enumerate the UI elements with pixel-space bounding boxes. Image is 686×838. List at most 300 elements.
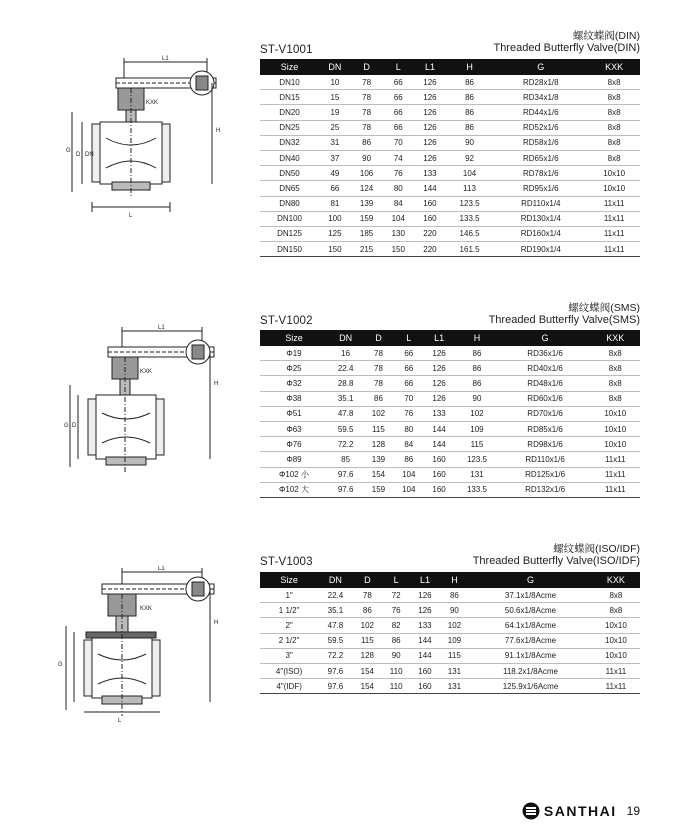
column-header: D — [353, 572, 382, 588]
table-cell: 10x10 — [591, 406, 641, 421]
table-cell: 86 — [446, 120, 494, 135]
table-cell: 115 — [454, 437, 499, 452]
table-row — [260, 633, 640, 648]
table-cell: DN15 — [260, 90, 319, 105]
table-cell: 110 — [382, 679, 410, 694]
table-cell: 10x10 — [591, 421, 641, 436]
table-cell: 11x11 — [588, 226, 640, 241]
table-cell: 115 — [440, 648, 469, 663]
table-cell: 11x11 — [592, 663, 640, 678]
table-row — [260, 603, 640, 618]
table-cell: 1 1/2" — [260, 603, 318, 618]
table-cell: Φ25 — [260, 361, 328, 376]
table-cell: 78 — [351, 120, 383, 135]
table-cell: 144 — [410, 648, 439, 663]
table-cell: 8x8 — [591, 376, 641, 391]
table-cell: 78 — [351, 90, 383, 105]
table-cell: 80 — [382, 181, 414, 196]
table-cell: DN40 — [260, 150, 319, 165]
table-row — [260, 588, 640, 603]
table-cell: 4"(ISO) — [260, 663, 318, 678]
table-cell: Φ102 小 — [260, 467, 328, 482]
table-cell: 82 — [382, 618, 410, 633]
table-cell: 90 — [351, 150, 383, 165]
column-header: Size — [260, 330, 328, 346]
table-cell: RD132x1/6 — [500, 482, 591, 497]
table-cell: 74 — [382, 150, 414, 165]
table-cell: 110 — [382, 663, 410, 678]
table-row — [260, 181, 640, 196]
table-cell: 215 — [351, 242, 383, 257]
table-cell: DN150 — [260, 242, 319, 257]
table-cell: 10x10 — [588, 166, 640, 181]
table-cell: 47.8 — [318, 618, 352, 633]
table-cell: 118.2x1/8Acme — [469, 663, 592, 678]
section-title-en: Threaded Butterfly Valve(DIN) — [493, 42, 640, 54]
table-cell: 8x8 — [588, 135, 640, 150]
table-cell: 78 — [363, 346, 393, 361]
table-cell: 66 — [382, 75, 414, 90]
table-cell: DN65 — [260, 181, 319, 196]
table-cell: 8x8 — [588, 75, 640, 90]
table-cell: 8x8 — [588, 150, 640, 165]
table-cell: 102 — [363, 406, 393, 421]
table-cell: DN125 — [260, 226, 319, 241]
table-cell: 115 — [363, 421, 393, 436]
table-row — [260, 391, 640, 406]
model-number: ST-V1003 — [260, 556, 313, 568]
table-cell: 100 — [319, 211, 351, 226]
table-cell: 115 — [353, 633, 382, 648]
table-cell: 109 — [440, 633, 469, 648]
column-header: L — [382, 572, 410, 588]
table-cell: RD95x1/6 — [493, 181, 588, 196]
dim-label-g: G — [58, 662, 63, 668]
valve-drawing-iso-idf — [52, 566, 232, 726]
column-header: G — [469, 572, 592, 588]
table-cell: 10x10 — [592, 618, 640, 633]
table-cell: 90 — [446, 135, 494, 150]
table-cell: 19 — [319, 105, 351, 120]
table-cell: DN100 — [260, 211, 319, 226]
table-cell: 37.1x1/8Acme — [469, 588, 592, 603]
table-cell: 59.5 — [328, 421, 363, 436]
table-cell: RD125x1/6 — [500, 467, 591, 482]
table-cell: 72.2 — [318, 648, 352, 663]
table-cell: 90 — [440, 603, 469, 618]
table-cell: 97.6 — [328, 482, 363, 497]
table-cell: 8x8 — [588, 90, 640, 105]
table-cell: 86 — [440, 588, 469, 603]
table-cell: 66 — [394, 376, 424, 391]
table-cell: 86 — [382, 633, 410, 648]
table-cell: 86 — [454, 361, 499, 376]
table-cell: 160 — [414, 196, 446, 211]
table-cell: 47.8 — [328, 406, 363, 421]
table-cell: 113 — [446, 181, 494, 196]
table-row — [260, 618, 640, 633]
table-cell: RD190x1/4 — [493, 242, 588, 257]
column-header: L1 — [410, 572, 439, 588]
table-cell: RD52x1/6 — [493, 120, 588, 135]
table-cell: 11x11 — [588, 242, 640, 257]
table-cell: 109 — [454, 421, 499, 436]
table-cell: 76 — [382, 166, 414, 181]
table-cell: 97.6 — [318, 679, 352, 694]
table-cell: 66 — [382, 90, 414, 105]
dim-label-g: G — [66, 148, 71, 154]
table-cell: 16 — [328, 346, 363, 361]
table-cell: 90 — [382, 648, 410, 663]
table-cell: 97.6 — [328, 467, 363, 482]
table-cell: 84 — [382, 196, 414, 211]
table-row — [260, 150, 640, 165]
column-header: L1 — [424, 330, 454, 346]
table-cell: RD58x1/6 — [493, 135, 588, 150]
table-cell: 154 — [353, 679, 382, 694]
dim-label-h: H — [214, 381, 219, 387]
table-cell: 86 — [363, 391, 393, 406]
spec-table — [260, 572, 640, 694]
column-header: D — [351, 59, 383, 75]
table-cell: 49 — [319, 166, 351, 181]
column-header: D — [363, 330, 393, 346]
table-cell: 8x8 — [588, 120, 640, 135]
table-cell: 22.4 — [328, 361, 363, 376]
valve-drawing-din — [52, 52, 232, 232]
table-cell: 126 — [414, 75, 446, 90]
table-cell: 86 — [351, 135, 383, 150]
table-cell: 160 — [424, 452, 454, 467]
table-cell: 4"(IDF) — [260, 679, 318, 694]
table-cell: 160 — [424, 467, 454, 482]
table-cell: 159 — [351, 211, 383, 226]
table-cell: 123.5 — [446, 196, 494, 211]
dim-label-h: H — [214, 620, 219, 626]
table-cell: DN32 — [260, 135, 319, 150]
table-cell: 15 — [319, 90, 351, 105]
table-cell: DN10 — [260, 75, 319, 90]
table-cell: RD160x1/4 — [493, 226, 588, 241]
table-cell: 131 — [440, 679, 469, 694]
table-cell: 11x11 — [588, 211, 640, 226]
table-cell: 81 — [319, 196, 351, 211]
model-number: ST-V1001 — [260, 44, 313, 56]
table-cell: 104 — [394, 482, 424, 497]
table-cell: 130 — [382, 226, 414, 241]
table-cell: 133 — [424, 406, 454, 421]
table-cell: 8x8 — [592, 588, 640, 603]
table-row — [260, 90, 640, 105]
section-title-cn: 螺纹蝶阀(SMS) — [568, 302, 640, 314]
table-cell: 125 — [319, 226, 351, 241]
table-cell: 77.6x1/8Acme — [469, 633, 592, 648]
table-cell: RD48x1/6 — [500, 376, 591, 391]
table-cell: 8x8 — [588, 105, 640, 120]
table-cell: RD60x1/6 — [500, 391, 591, 406]
table-cell: 124 — [351, 181, 383, 196]
column-header: DN — [328, 330, 363, 346]
page-number: 19 — [626, 804, 640, 818]
table-row — [260, 105, 640, 120]
table-row — [260, 406, 640, 421]
table-cell: 10x10 — [591, 437, 641, 452]
dim-label-l1: L1 — [162, 56, 169, 62]
table-row — [260, 75, 640, 90]
table-cell: 2 1/2" — [260, 633, 318, 648]
table-cell: 128 — [353, 648, 382, 663]
column-header: DN — [318, 572, 352, 588]
table-row — [260, 482, 640, 497]
valve-drawing-sms — [52, 323, 232, 483]
table-cell: 126 — [424, 346, 454, 361]
table-cell: 66 — [394, 361, 424, 376]
table-cell: Φ32 — [260, 376, 328, 391]
column-header: DN — [319, 59, 351, 75]
table-cell: 31 — [319, 135, 351, 150]
table-cell: 64.1x1/8Acme — [469, 618, 592, 633]
column-header: L — [382, 59, 414, 75]
table-row — [260, 196, 640, 211]
table-cell: 86 — [353, 603, 382, 618]
table-cell: DN25 — [260, 120, 319, 135]
dim-label-d: D — [76, 152, 81, 158]
table-cell: 85 — [328, 452, 363, 467]
table-cell: RD110x1/4 — [493, 196, 588, 211]
table-cell: RD44x1/6 — [493, 105, 588, 120]
table-cell: 91.1x1/8Acme — [469, 648, 592, 663]
table-header-row — [260, 572, 640, 588]
table-cell: 92 — [446, 150, 494, 165]
table-cell: RD78x1/6 — [493, 166, 588, 181]
table-cell: 10 — [319, 75, 351, 90]
table-cell: 102 — [454, 406, 499, 421]
table-row — [260, 135, 640, 150]
table-cell: 126 — [414, 105, 446, 120]
table-cell: 160 — [410, 679, 439, 694]
table-cell: 104 — [382, 211, 414, 226]
section-title-en: Threaded Butterfly Valve(ISO/IDF) — [472, 555, 640, 567]
table-cell: 8x8 — [591, 346, 641, 361]
table-cell: 133 — [414, 166, 446, 181]
table-cell: 133 — [410, 618, 439, 633]
table-cell: 106 — [351, 166, 383, 181]
table-cell: 8x8 — [592, 603, 640, 618]
column-header: Size — [260, 59, 319, 75]
table-cell: 8x8 — [591, 391, 641, 406]
table-cell: 160 — [414, 211, 446, 226]
section-title-cn: 螺纹蝶阀(DIN) — [572, 30, 640, 42]
table-cell: 72 — [382, 588, 410, 603]
table-cell: 78 — [363, 361, 393, 376]
table-cell: 220 — [414, 226, 446, 241]
table-row — [260, 166, 640, 181]
table-cell: 126 — [424, 361, 454, 376]
column-header: H — [440, 572, 469, 588]
column-header: KXK — [592, 572, 640, 588]
section-title-en: Threaded Butterfly Valve(SMS) — [488, 314, 640, 326]
brand-name: SANTHAI — [543, 803, 617, 819]
table-row — [260, 346, 640, 361]
table-cell: 72.2 — [328, 437, 363, 452]
table-cell: 126 — [424, 391, 454, 406]
table-cell: 123.5 — [454, 452, 499, 467]
table-cell: 76 — [394, 406, 424, 421]
column-header: H — [446, 59, 494, 75]
table-cell: 86 — [454, 346, 499, 361]
table-cell: 11x11 — [592, 679, 640, 694]
table-cell: Φ51 — [260, 406, 328, 421]
table-header-row — [260, 59, 640, 75]
table-cell: 126 — [414, 90, 446, 105]
table-cell: RD65x1/6 — [493, 150, 588, 165]
table-cell: 86 — [394, 452, 424, 467]
table-row — [260, 648, 640, 663]
table-cell: 97.6 — [318, 663, 352, 678]
dim-label-h: H — [216, 128, 221, 134]
table-cell: 154 — [363, 467, 393, 482]
column-header: Size — [260, 572, 318, 588]
table-cell: 161.5 — [446, 242, 494, 257]
section-title-cn: 螺纹蝶阀(ISO/IDF) — [553, 543, 640, 555]
table-cell: RD36x1/6 — [500, 346, 591, 361]
table-cell: RD130x1/4 — [493, 211, 588, 226]
table-cell: 3" — [260, 648, 318, 663]
table-cell: 86 — [446, 90, 494, 105]
table-row — [260, 421, 640, 436]
table-cell: 1" — [260, 588, 318, 603]
table-row — [260, 226, 640, 241]
table-cell: 133.5 — [454, 482, 499, 497]
table-cell: 144 — [424, 421, 454, 436]
table-cell: 90 — [454, 391, 499, 406]
column-header: G — [493, 59, 588, 75]
table-row — [260, 211, 640, 226]
table-cell: 126 — [410, 588, 439, 603]
table-cell: 70 — [382, 135, 414, 150]
table-cell: 104 — [394, 467, 424, 482]
table-cell: 139 — [351, 196, 383, 211]
page-footer — [522, 802, 640, 820]
table-cell: 78 — [351, 75, 383, 90]
dim-label-dn: DN — [85, 152, 94, 158]
table-cell: 11x11 — [591, 467, 641, 482]
dim-label-l1: L1 — [158, 325, 165, 331]
table-cell: 160 — [410, 663, 439, 678]
table-cell: 11x11 — [588, 196, 640, 211]
table-cell: 131 — [440, 663, 469, 678]
table-cell: 11x11 — [591, 482, 641, 497]
table-cell: 159 — [363, 482, 393, 497]
table-cell: 76 — [382, 603, 410, 618]
table-cell: RD34x1/8 — [493, 90, 588, 105]
table-cell: 66 — [382, 120, 414, 135]
table-cell: 59.5 — [318, 633, 352, 648]
table-cell: 86 — [454, 376, 499, 391]
table-row — [260, 679, 640, 694]
table-cell: 11x11 — [591, 452, 641, 467]
table-cell: RD28x1/8 — [493, 75, 588, 90]
table-cell: DN20 — [260, 105, 319, 120]
table-cell: 78 — [363, 376, 393, 391]
table-cell: 146.5 — [446, 226, 494, 241]
table-row — [260, 120, 640, 135]
table-cell: 144 — [410, 633, 439, 648]
table-cell: 35.1 — [328, 391, 363, 406]
table-cell: 86 — [446, 105, 494, 120]
santhai-logo-icon — [522, 802, 540, 820]
table-cell: 126 — [424, 376, 454, 391]
column-header: H — [454, 330, 499, 346]
table-cell: 86 — [446, 75, 494, 90]
table-row — [260, 437, 640, 452]
table-row — [260, 467, 640, 482]
table-cell: 220 — [414, 242, 446, 257]
table-cell: 126 — [414, 150, 446, 165]
table-cell: 185 — [351, 226, 383, 241]
table-cell: 10x10 — [592, 633, 640, 648]
table-cell: DN80 — [260, 196, 319, 211]
table-cell: 22.4 — [318, 588, 352, 603]
table-cell: 50.6x1/8Acme — [469, 603, 592, 618]
table-cell: 126 — [414, 135, 446, 150]
dim-label-kxk: KXK — [140, 606, 153, 612]
table-cell: 102 — [440, 618, 469, 633]
table-cell: Φ19 — [260, 346, 328, 361]
table-cell: 84 — [394, 437, 424, 452]
table-cell: 125.9x1/6Acme — [469, 679, 592, 694]
table-cell: RD70x1/6 — [500, 406, 591, 421]
table-row — [260, 376, 640, 391]
table-cell: RD40x1/6 — [500, 361, 591, 376]
table-row — [260, 361, 640, 376]
dim-label-l: L — [118, 718, 122, 724]
table-cell: 150 — [319, 242, 351, 257]
column-header: L — [394, 330, 424, 346]
table-cell: Φ63 — [260, 421, 328, 436]
table-cell: RD98x1/6 — [500, 437, 591, 452]
dim-label-kxk: KXK — [140, 369, 153, 375]
table-cell: 104 — [446, 166, 494, 181]
dim-label-l1: L1 — [158, 566, 165, 572]
table-cell: 37 — [319, 150, 351, 165]
table-cell: 28.8 — [328, 376, 363, 391]
table-cell: 66 — [319, 181, 351, 196]
column-header: KXK — [588, 59, 640, 75]
table-row — [260, 242, 640, 257]
table-cell: 80 — [394, 421, 424, 436]
table-cell: 35.1 — [318, 603, 352, 618]
table-cell: Φ38 — [260, 391, 328, 406]
table-cell: 102 — [353, 618, 382, 633]
table-cell: 78 — [353, 588, 382, 603]
table-cell: 133.5 — [446, 211, 494, 226]
table-row — [260, 663, 640, 678]
table-cell: 131 — [454, 467, 499, 482]
table-cell: 2" — [260, 618, 318, 633]
column-header: KXK — [591, 330, 641, 346]
table-cell: DN50 — [260, 166, 319, 181]
table-cell: 126 — [410, 603, 439, 618]
table-cell: 144 — [414, 181, 446, 196]
table-cell: 25 — [319, 120, 351, 135]
table-cell: 66 — [394, 346, 424, 361]
table-cell: 8x8 — [591, 361, 641, 376]
table-cell: RD85x1/6 — [500, 421, 591, 436]
table-cell: 66 — [382, 105, 414, 120]
table-row — [260, 452, 640, 467]
table-cell: Φ76 — [260, 437, 328, 452]
